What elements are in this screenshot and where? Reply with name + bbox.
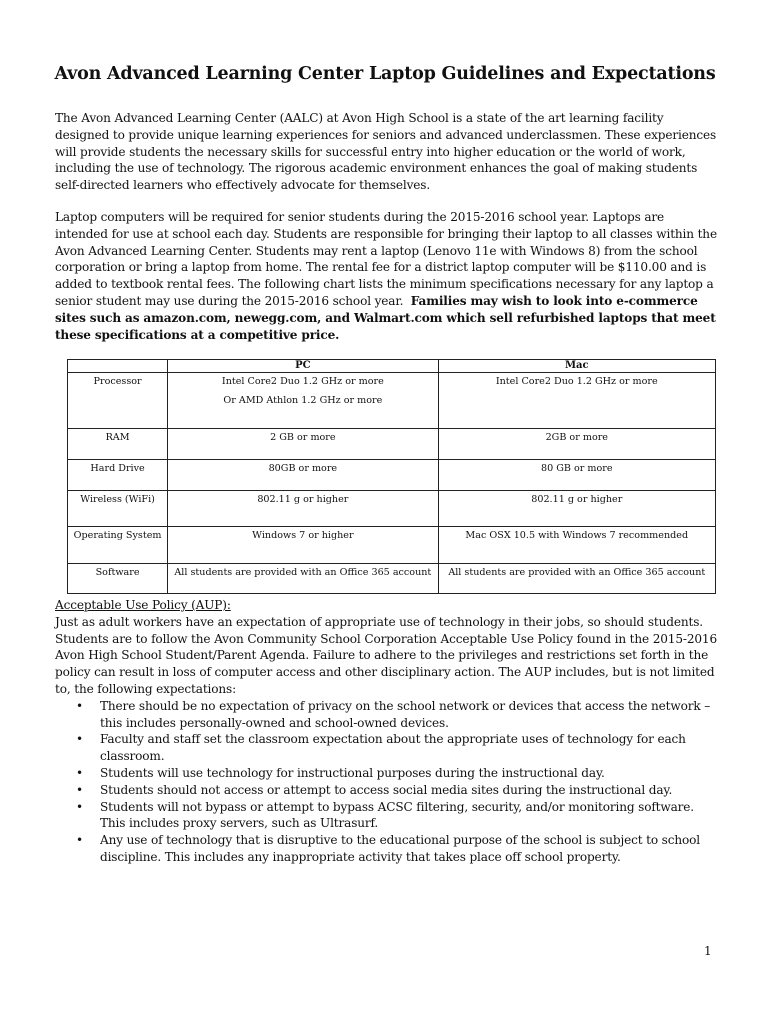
list-item-text: Students should not access or attempt to access social media sites during the instructional day. bbox=[100, 782, 673, 797]
aup-intro: Just as adult workers have an expectation of appropriate use of technology in their jobs, so should students. Students are to follow the Avon Community School Corporation Acceptable Use Policy found in the 2015-2016 Avon High School Student/Parent Agenda. Failure to adhere to the privileges and restrictions set forth in the policy can result in loss of computer access and other disciplinary action. The AUP includes, but is not limited to, the following expectations: bbox=[55, 614, 718, 696]
header-pc: PC bbox=[168, 360, 438, 373]
list-item bbox=[55, 832, 720, 866]
table-row bbox=[68, 460, 716, 491]
mac-value: 802.11 g or higher bbox=[438, 491, 715, 527]
intro-paragraph: The Avon Advanced Learning Center (AALC) at Avon High School is a state of the art learning facility designed to provide unique learning experiences for seniors and advanced underclassmen. These experiences will provide students the necessary skills for successful entry into higher education or the world of work, including the use of technology. The rigorous academic environment enhances the goal of making students self-directed learners who effectively advocate for themselves. bbox=[55, 111, 717, 193]
specifications-table bbox=[67, 359, 716, 594]
row-label: Hard Drive bbox=[68, 460, 168, 491]
header-blank bbox=[68, 360, 168, 373]
bullet-icon: • bbox=[76, 765, 83, 780]
row-label: Software bbox=[68, 564, 168, 594]
mac-value: 2GB or more bbox=[438, 429, 715, 460]
list-item-text: There should be no expectation of privacy on the school network or devices that access the network – this includes personally-owned and school-owned devices. bbox=[100, 698, 711, 730]
pc-value: Windows 7 or higher bbox=[168, 527, 438, 564]
table-header-row bbox=[68, 360, 716, 373]
row-label: Processor bbox=[68, 373, 168, 429]
pc-value: All students are provided with an Office 365 account bbox=[168, 564, 438, 594]
list-item bbox=[55, 765, 720, 782]
pc-processor: Intel Core2 Duo 1.2 GHz or more bbox=[221, 376, 384, 387]
list-item bbox=[55, 731, 720, 765]
pc-value: 802.11 g or higher bbox=[168, 491, 438, 527]
aup-heading: Acceptable Use Policy (AUP): bbox=[55, 598, 231, 612]
list-item bbox=[55, 799, 720, 833]
row-label: Wireless (WiFi) bbox=[68, 491, 168, 527]
laptop-requirement-paragraph bbox=[55, 209, 720, 343]
laptop-requirement-text: Laptop computers will be required for senior students during the 2015-2016 school year. Laptops are intended for use at school each day. Students are responsible for bringing their laptop to all classes within the Avon Advanced Learning Center. Students may rent a laptop (Lenovo 11e with Windows 8) from the school corporation or bring a laptop from home. The rental fee for a district laptop computer will be $110.00 and is added to textbook rental fees. The following chart lists the minimum specifications necessary for any laptop a senior student may use during the 2015-2016 school year. bbox=[55, 210, 717, 308]
list-item-text: Faculty and staff set the classroom expectation about the appropriate uses of technology for each classroom. bbox=[100, 732, 686, 764]
table-row bbox=[68, 429, 716, 460]
pc-processor-alt: Or AMD Athlon 1.2 GHz or more bbox=[223, 395, 383, 406]
list-item-text: Students will use technology for instructional purposes during the instructional day. bbox=[100, 765, 605, 780]
row-label: Operating System bbox=[68, 527, 168, 564]
pc-value bbox=[168, 373, 438, 429]
mac-value: Mac OSX 10.5 with Windows 7 recommended bbox=[438, 527, 715, 564]
pc-value: 80GB or more bbox=[168, 460, 438, 491]
bullet-icon: • bbox=[76, 799, 83, 814]
bullet-icon: • bbox=[76, 833, 83, 848]
aup-bullet-list bbox=[55, 698, 720, 866]
bullet-icon: • bbox=[76, 782, 83, 797]
table-row bbox=[68, 373, 716, 429]
table-row bbox=[68, 564, 716, 594]
mac-value: All students are provided with an Office 365 account bbox=[438, 564, 715, 594]
bullet-icon: • bbox=[76, 698, 83, 713]
list-item-text: Any use of technology that is disruptive to the educational purpose of the school is subject to school discipline. This includes any inappropriate activity that takes place off school property. bbox=[100, 833, 700, 864]
list-item bbox=[55, 698, 720, 732]
mac-value: Intel Core2 Duo 1.2 GHz or more bbox=[438, 373, 715, 429]
table-row bbox=[68, 491, 716, 527]
table-row bbox=[68, 527, 716, 564]
aup-section bbox=[55, 597, 720, 866]
list-item bbox=[55, 782, 720, 799]
document-title: Avon Advanced Learning Center Laptop Guidelines and Expectations bbox=[54, 64, 716, 84]
mac-value: 80 GB or more bbox=[438, 460, 715, 491]
list-item-text: Students will not bypass or attempt to bypass ACSC filtering, security, and/or monitoring software. This includes proxy servers, such as Ultrasurf. bbox=[100, 799, 694, 831]
ecommerce-note: Families may wish to look into e-commerce sites such as amazon.com, newegg.com, and Walmart.com which sell refurbished laptops that meet these specifications at a competitive price. bbox=[55, 293, 716, 342]
page-number: 1 bbox=[704, 944, 712, 958]
header-mac: Mac bbox=[438, 360, 715, 373]
bullet-icon: • bbox=[76, 732, 83, 747]
row-label: RAM bbox=[68, 429, 168, 460]
pc-value: 2 GB or more bbox=[168, 429, 438, 460]
